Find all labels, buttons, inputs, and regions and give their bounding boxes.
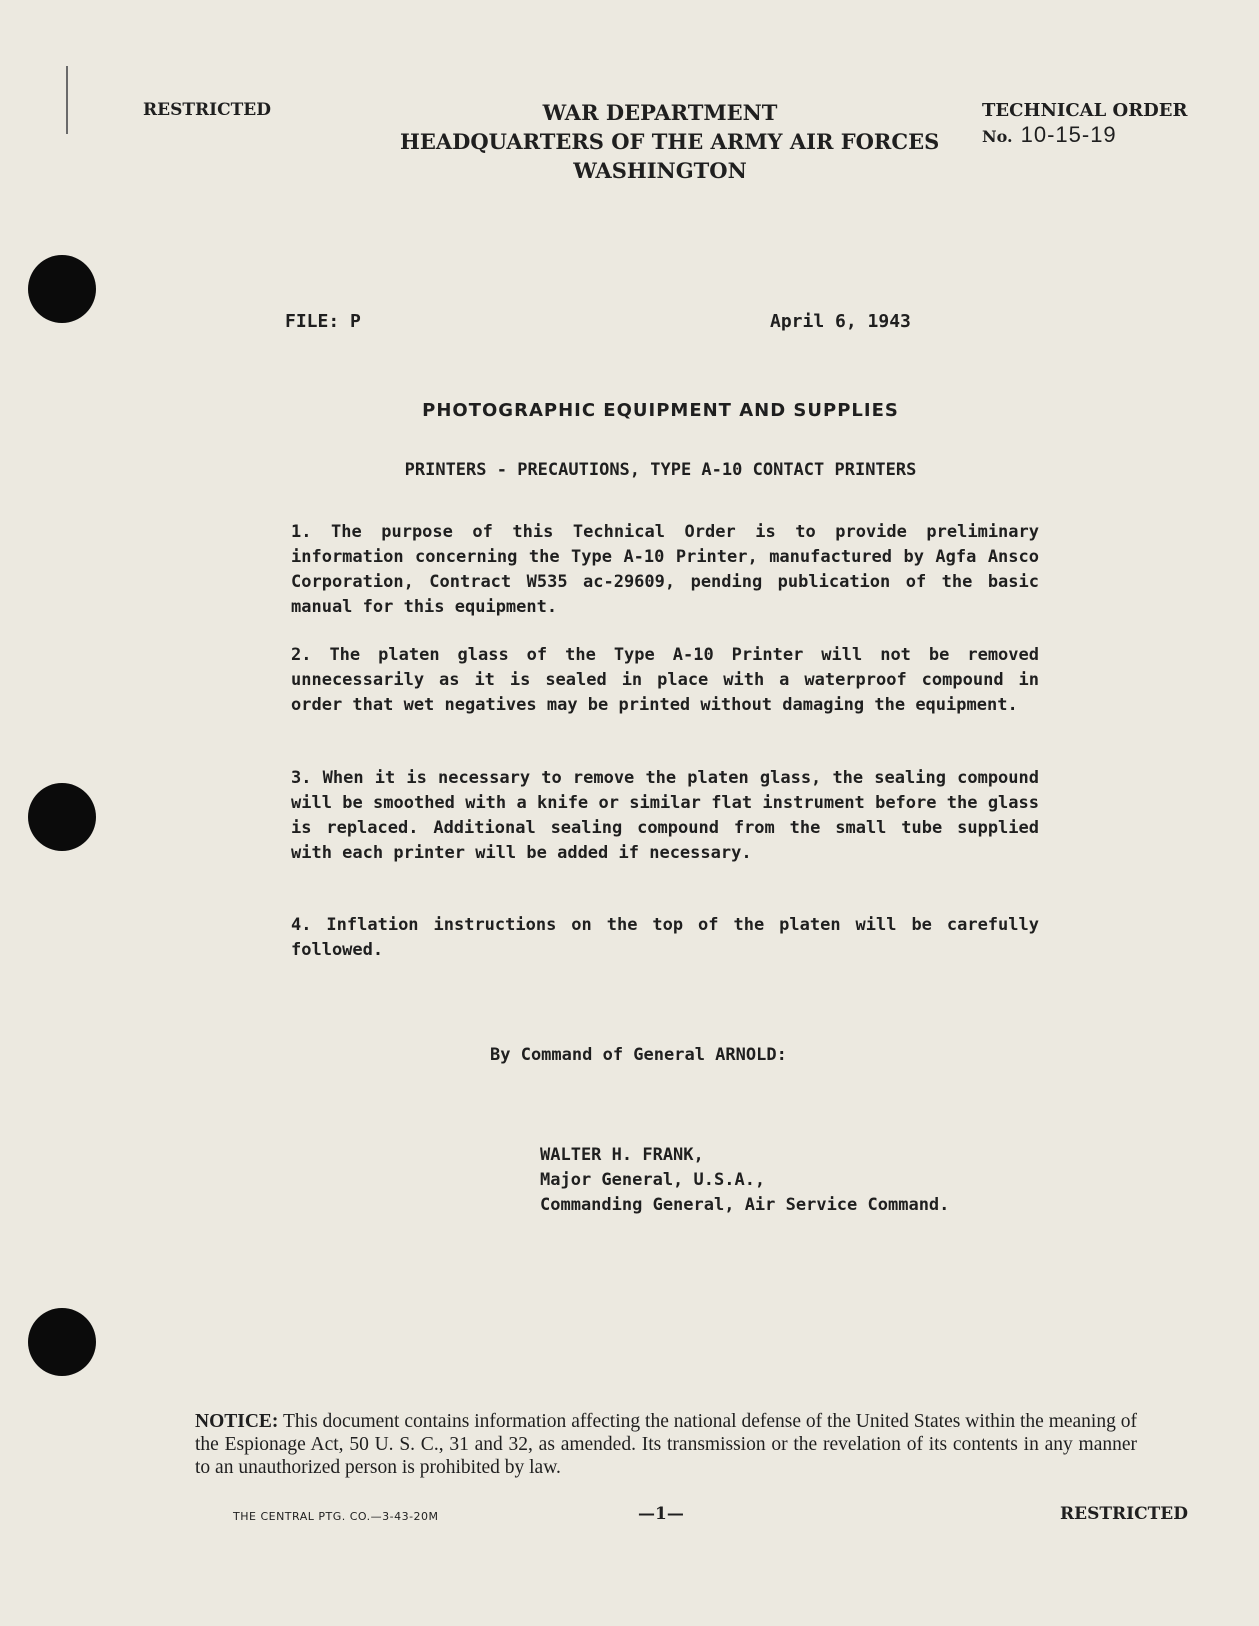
binder-hole-middle (28, 783, 96, 851)
order-no-label: No. (982, 127, 1013, 146)
notice-text: This document contains information affecting the national defense of the United States within the meaning of the Espionage Act, 50 U. S. C., 31 and 32, as amended. Its transmission or the revelation of its contents in any manner to an unauthorized person is prohibited by law. (195, 1411, 1137, 1478)
security-notice (195, 1410, 1137, 1479)
issuing-authority (400, 98, 940, 185)
order-no-value: 10-15-19 (1020, 122, 1117, 147)
document-date: April 6, 1943 (770, 311, 911, 332)
page-number: —1— (638, 1504, 684, 1524)
technical-order-label: TECHNICAL ORDER (982, 100, 1188, 121)
paragraph-3: 3. When it is necessary to remove the platen glass, the sealing compound will be smoothed with a knife or similar flat instrument before the glass is replaced. Additional sealing compound from the small tube supplied with each printer will be added if necessary. (291, 768, 1039, 863)
command-line: By Command of General ARNOLD: (490, 1045, 787, 1065)
binder-hole-bottom (28, 1308, 96, 1376)
paragraph-2: 2. The platen glass of the Type A-10 Printer will not be removed unnecessarily as it is sealed in place with a waterproof compound in order that wet negatives may be printed without damaging the equipment. (291, 645, 1039, 715)
file-reference: FILE: P (285, 311, 361, 332)
classification-bottom: RESTRICTED (1060, 1504, 1188, 1524)
topic-title: PRINTERS - PRECAUTIONS, TYPE A-10 CONTACT PRINTERS (404, 460, 917, 480)
classification-top: RESTRICTED (143, 100, 271, 120)
signatory-position: Commanding General, Air Service Command. (540, 1195, 950, 1215)
signatory-rank: Major General, U.S.A., (540, 1170, 766, 1190)
printer-imprint: THE CENTRAL PTG. CO.—3-43-20M (233, 1510, 439, 1523)
notice-label: NOTICE: (195, 1411, 279, 1432)
city-line: WASHINGTON (573, 158, 747, 183)
binder-hole-top (28, 255, 96, 323)
signatory-name: WALTER H. FRANK, (540, 1145, 704, 1165)
paragraph-1: 1. The purpose of this Technical Order is to provide preliminary information concerning the Type A-10 Printer, manufactured by Agfa Ansco Corporation, Contract W535 ac-29609, pending publication of the basic manual for this equipment. (291, 522, 1039, 617)
margin-mark (66, 66, 68, 134)
subject-title: PHOTOGRAPHIC EQUIPMENT AND SUPPLIES (422, 400, 899, 421)
headquarters-line: HEADQUARTERS OF THE ARMY AIR FORCES (400, 129, 940, 154)
paragraph-4: 4. Inflation instructions on the top of the platen will be carefully followed. (291, 915, 1039, 960)
department-line: WAR DEPARTMENT (542, 100, 778, 125)
technical-order-number (982, 122, 1117, 148)
